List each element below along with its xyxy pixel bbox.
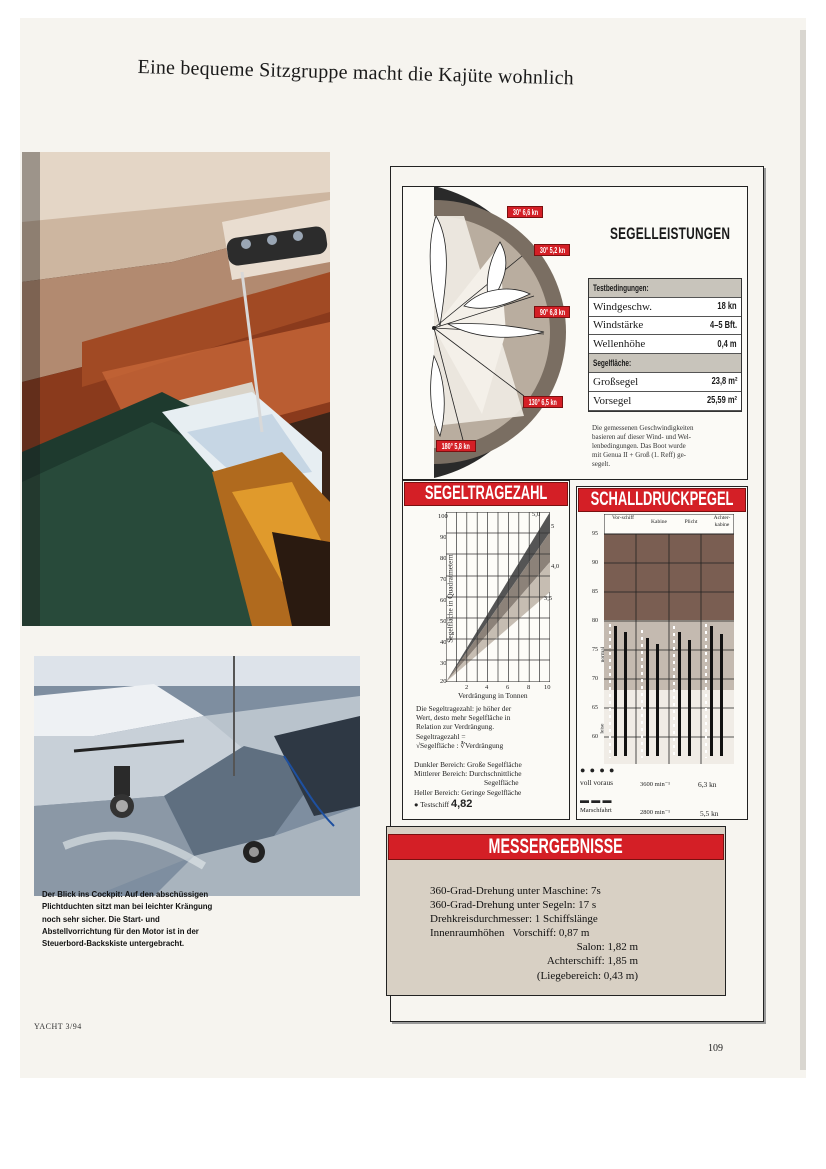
segelleistungen-title: SEGELLEISTUNGEN	[610, 224, 731, 243]
sailing-polar-diagram	[404, 186, 584, 478]
db-tick: 80	[592, 618, 598, 624]
condition-row: Windgeschw. 18 kn	[589, 298, 741, 317]
y-tick: 90	[440, 534, 447, 541]
page-number: 109	[708, 1043, 723, 1054]
right-tick: 5	[551, 523, 555, 530]
cockpit-photo-drawing	[34, 656, 360, 896]
y-tick: 40	[440, 639, 447, 646]
result-line: 360-Grad-Drehung unter Segeln: 17 s	[430, 899, 597, 912]
sail-area-row: Großsegel 23,8 m²	[589, 373, 741, 392]
legend-cruise-rpm: 2800 min⁻¹	[640, 809, 671, 816]
segeltragezahl-xlabel: Verdrängung in Tonnen	[458, 691, 528, 700]
polar-label-3: 90° 6,8 kn	[534, 306, 570, 318]
sail-area-row: Vorsegel 25,59 m²	[589, 392, 741, 411]
magazine-issue: YACHT 3/94	[34, 1022, 82, 1031]
y-tick: 100	[438, 513, 448, 520]
column-header: Plicht	[684, 519, 698, 525]
test-result: ● Testschiff 4,82	[414, 798, 473, 810]
cockpit-photo-caption: Der Blick ins Cockpit: Auf den abschüssigen Plichtduchten sitzt man bei leichter Krängung noch sehr sicher. Die Start- und Abstellvorrichtung für den Motor ist in der Steuerbord-Backskiste untergebracht.	[42, 889, 213, 949]
schalldruckpegel-title: SCHALLDRUCKPEGEL	[578, 488, 746, 512]
zone-label-normal: normal	[600, 646, 607, 663]
y-tick: 70	[440, 576, 447, 583]
sail-area-header: Segelfläche:	[589, 354, 741, 373]
legend-dash-icon: ▬ ▬ ▬	[580, 795, 612, 805]
polar-label-1: 30° 6,6 kn	[507, 206, 543, 218]
x-tick: 4	[485, 684, 489, 691]
conditions-note: Die gemessenen Geschwindigkeiten basieren auf dieser Wind- und Wel- lenbedingungen. Das Boot wurde mit Genua II + Groß (1. Reff) ge- segelt.	[592, 424, 694, 468]
result-line: Salon: 1,82 m	[576, 941, 638, 954]
polar-label-5: 180° 5,8 kn	[436, 440, 476, 452]
x-tick: 6	[506, 684, 510, 691]
cockpit-photo	[34, 656, 360, 896]
legend-cruise-speed: 5,5 kn	[700, 809, 719, 818]
db-tick: 60	[592, 734, 598, 740]
sound-level-chart	[604, 514, 734, 764]
db-tick: 65	[592, 705, 598, 711]
y-tick: 50	[440, 618, 447, 625]
messergebnisse-title: MESSERGEBNISSE	[388, 834, 724, 860]
right-tick: 3,5	[544, 595, 553, 602]
column-header: Vor-schiff	[612, 515, 634, 521]
column-header: Kabine	[651, 519, 667, 525]
db-tick: 95	[592, 531, 598, 537]
polar-label-2: 30° 5,2 kn	[534, 244, 570, 256]
x-tick: 2	[465, 684, 469, 691]
y-tick: 60	[440, 597, 447, 604]
legend-full-speed: 6,3 kn	[698, 780, 717, 789]
right-tick: 5,0	[532, 511, 541, 518]
result-line: Innenraumhöhen Vorschiff: 0,87 m	[430, 927, 590, 940]
x-tick: 10	[544, 684, 551, 691]
result-line: (Liegebereich: 0,43 m)	[536, 969, 638, 982]
measurement-results	[430, 884, 700, 983]
segeltragezahl-legend: Dunkler Bereich: Große Segelfläche Mittlerer Bereich: Durchschnittliche Segelfläche Heller Bereich: Geringe Segelfläche	[414, 760, 522, 797]
cabin-photo-drawing	[22, 152, 330, 626]
result-line: Drehkreisdurchmesser: 1 Schiffslänge	[430, 913, 598, 926]
polar-origin	[432, 326, 436, 330]
segeltragezahl-ylabel: Segelfläche in Quadratmetern	[445, 554, 455, 643]
column-header: Achter-kabine	[713, 515, 731, 528]
condition-row: Windstärke 4–5 Bft.	[589, 317, 741, 336]
y-tick: 30	[440, 660, 447, 667]
legend-full-label: voll voraus	[580, 778, 614, 787]
article-headline: Eine bequeme Sitzgruppe macht die Kajüte wohnlich	[137, 56, 575, 90]
legend-full-rpm: 3600 min⁻¹	[640, 781, 671, 788]
y-tick: 80	[440, 555, 447, 562]
segeltragezahl-chart	[446, 512, 553, 682]
condition-row: Wellenhöhe 0,4 m	[589, 335, 741, 354]
conditions-header: Testbedingungen:	[589, 279, 741, 298]
result-line: Achterschiff: 1,85 m	[546, 955, 638, 968]
db-tick: 75	[592, 647, 598, 653]
db-tick: 90	[592, 560, 598, 566]
segeltragezahl-title: SEGELTRAGEZAHL	[404, 482, 568, 506]
test-conditions-table	[588, 278, 742, 412]
db-tick: 70	[592, 676, 598, 682]
segeltragezahl-desc: Die Segeltragezahl: je höher der Wert, desto mehr Segelfläche in Relation zur Verdrängung. Segeltragezahl = √Segelfläche : ∛Verdrängung	[416, 704, 512, 750]
cabin-interior-photo	[22, 152, 330, 626]
bullet-icon: ●	[414, 800, 419, 809]
y-tick: 20	[440, 678, 447, 685]
next-page-edge	[800, 30, 806, 1070]
legend-dots-icon: ● ● ● ●	[580, 765, 616, 775]
legend-cruise-label: Marschfahrt	[580, 807, 612, 814]
db-tick: 85	[592, 589, 598, 595]
result-line: 360-Grad-Drehung unter Maschine: 7s	[430, 885, 601, 897]
polar-label-4: 130° 6,5 kn	[523, 396, 563, 408]
x-tick: 8	[527, 684, 531, 691]
right-tick: 4,0	[551, 563, 560, 570]
zone-label-quiet: leise	[599, 723, 606, 734]
